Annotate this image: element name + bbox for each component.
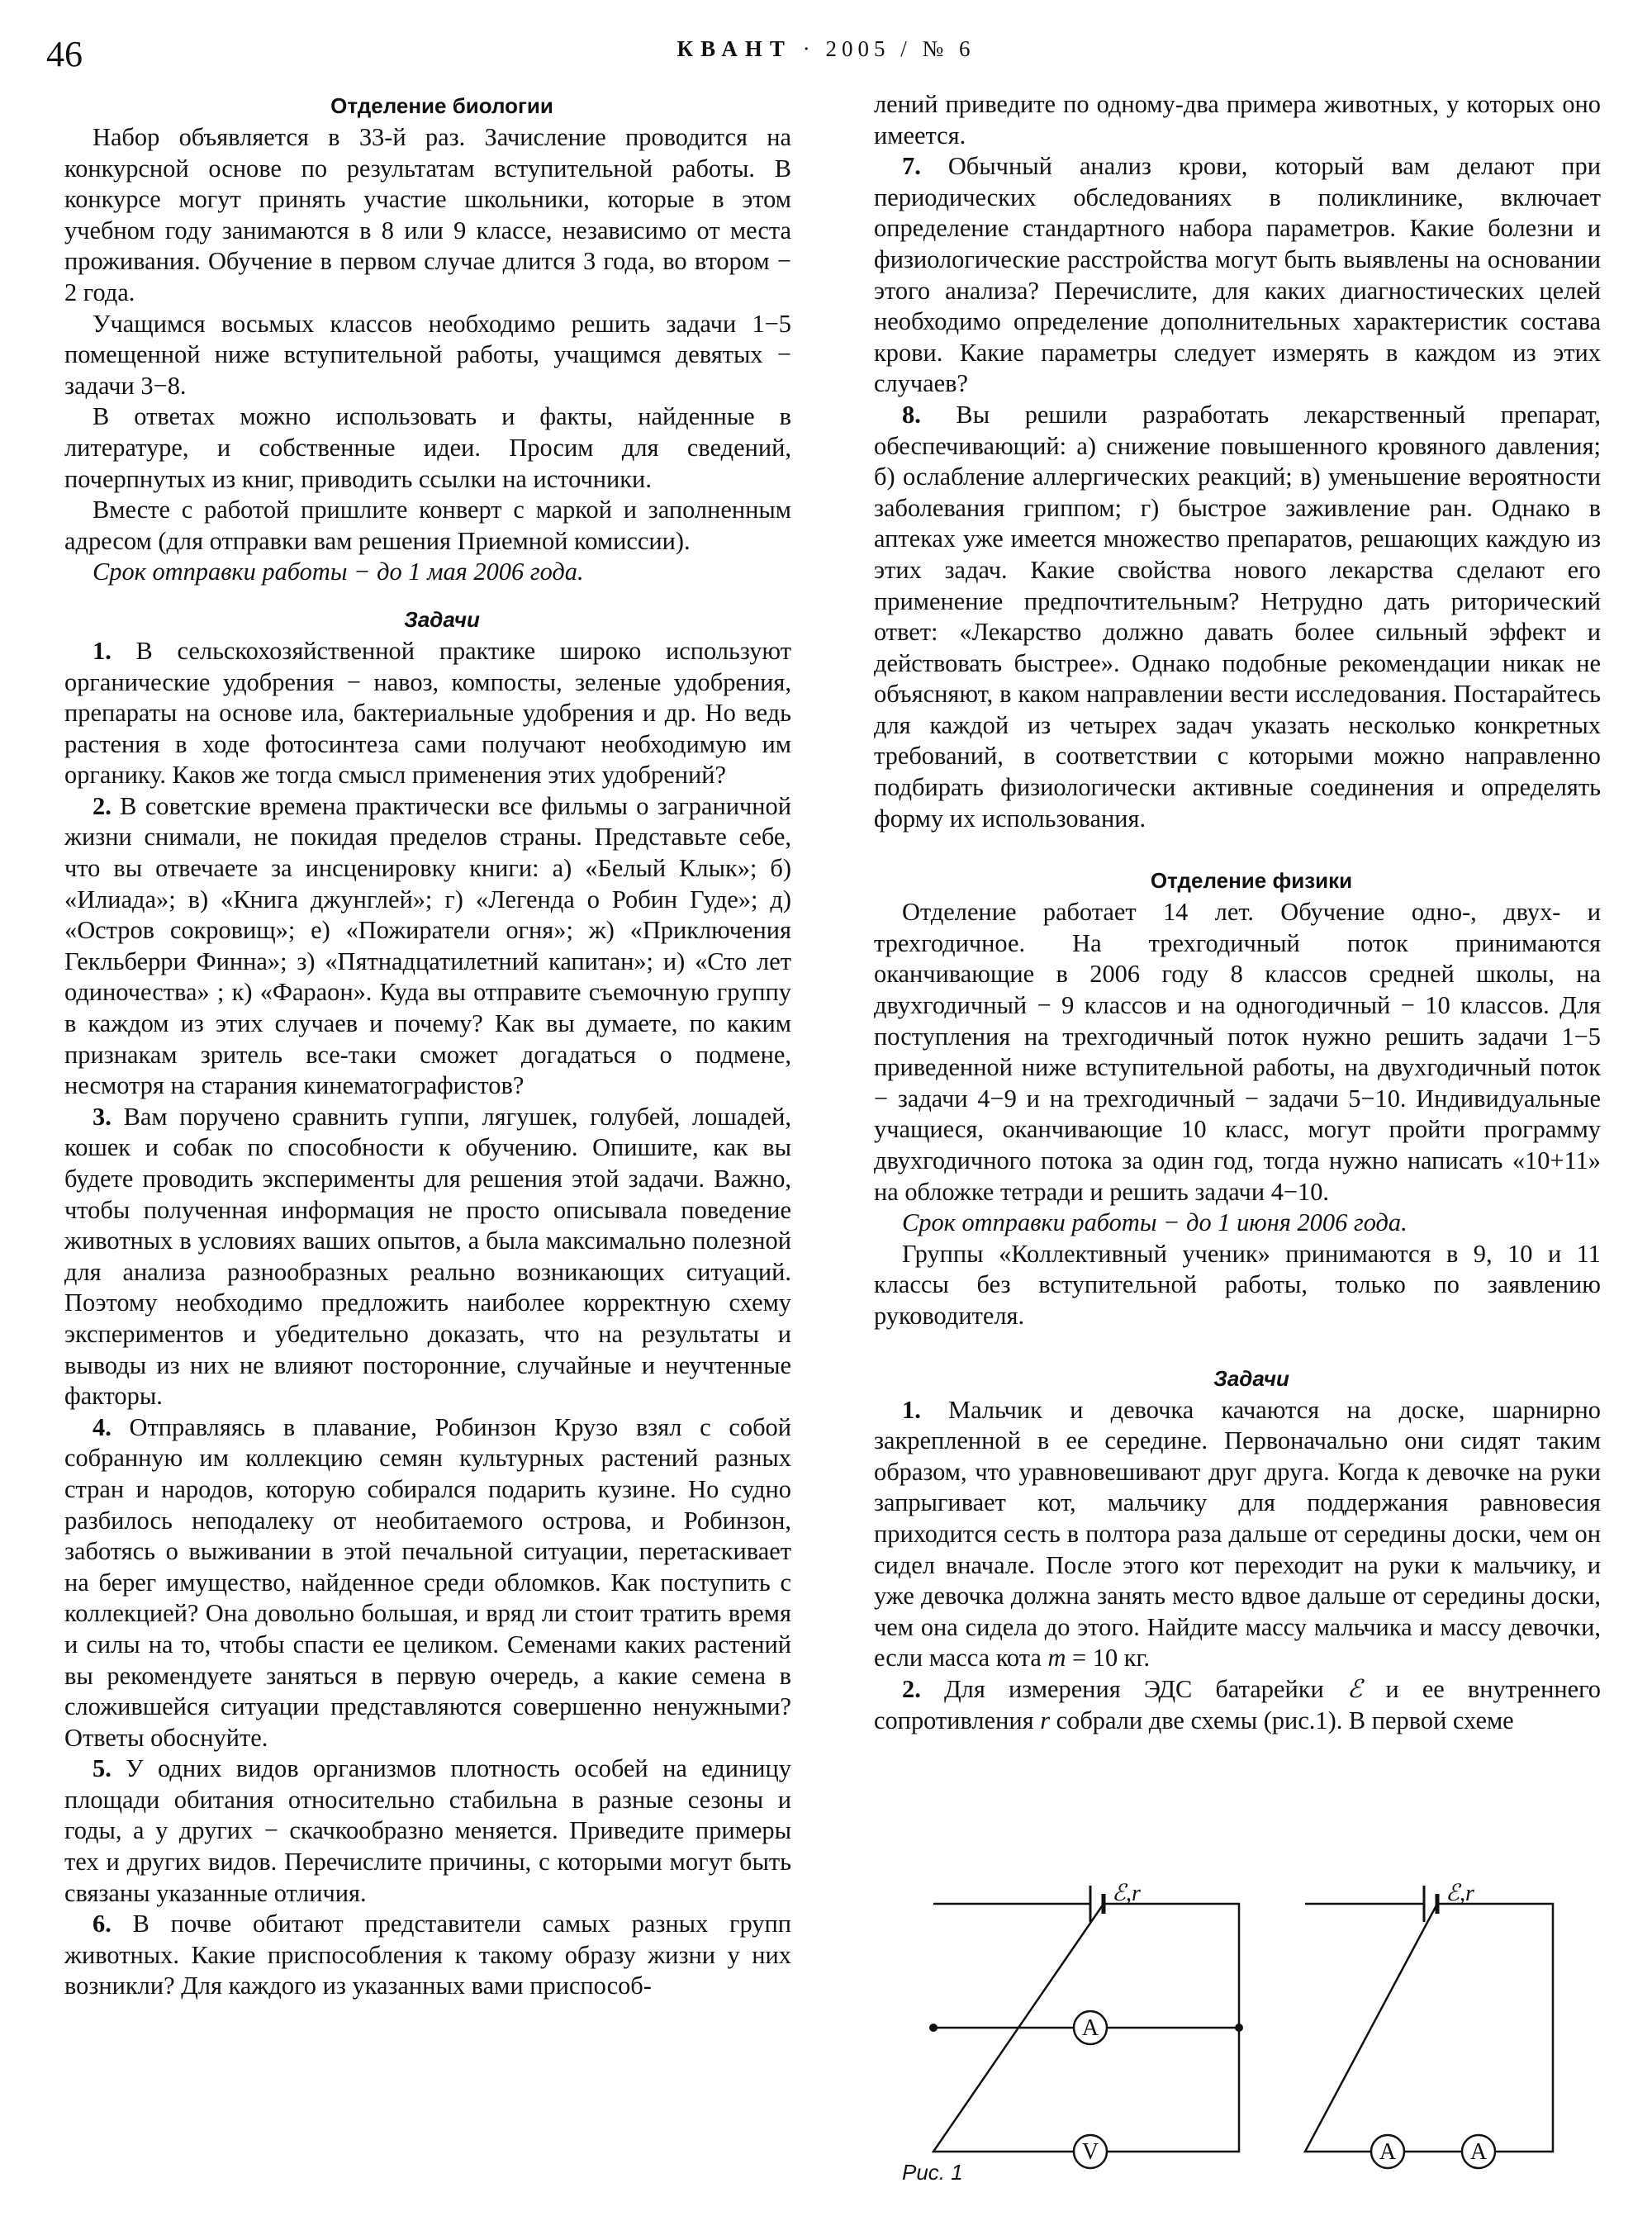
task-6 <box>64 1909 791 2002</box>
task-text: и ее внутреннего сопротивления <box>874 1674 1601 1734</box>
task-text: В почве обитают представители самых разных групп животных. Какие приспособления к такому образу жизни у них возникли? Для каждого из указанных вами приспособ- <box>64 1910 791 2000</box>
task-number: 5. <box>93 1754 112 1783</box>
task-text: У одних видов организмов плотность особей на единицу площади обитания относительно стабильна в разные сезоны и годы, а у других − скачкообразно меняется. Приведите примеры тех и других видов. Перечислите причины, с которыми могут быть связаны указанные отличия. <box>64 1754 791 1907</box>
paragraph: Отделение работает 14 лет. Обучение одно-, двух- и трехгодичное. На трехгодичный поток принимаются оканчивающие в 2006 году 8 классов средней школы, на двухгодичный − 9 классов и на одногодичный − 10 классов. Для поступления на трехгодичный поток нужно решить задачи 1−5 приведенной ниже вступительной работы, на двухгодичный поток − задачи 4−9 и на трехгодичный − задачи 5−10. Индивидуальные учащиеся, оканчивающие 10 класс, могут пройти программу двухгодичного потока за один год, тогда нужно написать «10+11» на обложке тетради и решить задачи 4−10. <box>874 898 1601 1206</box>
task-8 <box>874 400 1601 834</box>
task-text: Мальчик и девочка качаются на доске, шарнирно закрепленной в ее середине. Первоначально они сидят таким образом, что уравновешивают друг друга. Когда к девочке на руки запрыгивает кот, мальчику для поддержания равновесия приходится сесть в полтора раза дальше от середины доски, чем он сидел вначале. После этого кот переходит на руки к мальчику, и уже девочка должна занять место вдвое дальше от середины доски, чем она сидела до этого. Найдите массу мальчика и массу девочки, если масса кота <box>874 1395 1601 1673</box>
physics-task-2 <box>874 1674 1601 1736</box>
ammeter-1-label: A <box>1081 2015 1099 2041</box>
figure-caption: Рис. 1 <box>902 2160 963 2185</box>
mass-symbol: m <box>1047 1644 1066 1673</box>
paragraph: Группы «Коллективный ученик» принимаются в 9, 10 и 11 классы без вступительной работы, только по заявлению руководителя. <box>874 1239 1601 1330</box>
right-column <box>874 89 1601 1736</box>
physics-section-title: Отделение физики <box>1150 868 1353 894</box>
task-6-continued: лений приведите по одному-два примера животных, у которых оно имеется. <box>874 90 1601 149</box>
physics-deadline: Срок отправки работы − до 1 июня 2006 года. <box>902 1208 1408 1237</box>
task-number: 2. <box>902 1674 921 1703</box>
paragraph: В ответах можно использовать и факты, найденные в литературе, и собственные идеи. Просим для сведений, почерпнутых из книг, приводить ссылки на источники. <box>64 402 791 493</box>
page-number: 46 <box>46 34 83 74</box>
task-text: Обычный анализ крови, который вам делают при периодических обследованиях в поликлинике, включает определение стандартного набора параметров. Какие болезни и физиологические расстройства могут быть выявлены на основании этого анализа? Перечислите, для каких диагностических целей необходимо определение дополнительных характеристик состава крови. Какие параметры следует измерять в каждом из этих случаев? <box>874 152 1601 398</box>
resistance-symbol: r <box>1040 1706 1051 1734</box>
biology-section-title: Отделение биологии <box>330 93 553 118</box>
left-column <box>64 89 791 2002</box>
physics-task-1 <box>874 1395 1601 1674</box>
header-dot: · <box>802 36 815 61</box>
task-5 <box>64 1753 791 1909</box>
voltmeter-label: V <box>1081 2139 1099 2165</box>
task-7 <box>874 151 1601 400</box>
task-number: 1. <box>93 636 112 665</box>
task-text: собрали две схемы (рис.1). В первой схеме <box>1050 1706 1514 1734</box>
battery-1-label: ℰ,r <box>1112 1881 1141 1906</box>
paragraph: Набор объявляется в 33-й раз. Зачисление проводится на конкурсной основе по результатам вступительной работы. В конкурсе могут принять участие школьники, которые в этом учебном году занимаются в 8 или 9 классе, независимо от места проживания. Обучение в первом случае длится 3 года, во втором − 2 года. <box>64 123 791 306</box>
task-number: 1. <box>902 1395 921 1424</box>
task-2 <box>64 791 791 1102</box>
task-text: В советские времена практически все фильмы о заграничной жизни снимали, не покидая пределов страны. Представьте себе, что вы отвечаете за инсценировку книги: а) «Белый Клык»; б) «Илиада»; в) «Книга джунглей»; г) «Легенда о Робин Гуде»; д) «Остров сокровищ»; е) «Пожиратели огня»; ж) «Приключения Гекльберри Финна»; з) «Пятнадцатилетний капитан»; и) «Сто лет одиночества» ; к) «Фараон». Куда вы отправите съемочную группу в каждом из этих случаев и почему? Как вы думаете, по каким признакам зритель все-таки сможет догадаться о подмене, несмотря на старания кинематографистов? <box>64 791 791 1100</box>
circuit-2-wires <box>1305 1904 1553 2152</box>
task-text: Для измерения ЭДС батарейки <box>943 1674 1347 1703</box>
task-number: 2. <box>93 791 112 820</box>
journal-name: КВАНТ <box>676 36 792 61</box>
task-number: 8. <box>902 400 921 429</box>
junction-right <box>1235 2024 1243 2032</box>
task-number: 3. <box>93 1102 112 1131</box>
circuit-2 <box>1305 1886 1553 2168</box>
ammeter-2-label: A <box>1379 2139 1397 2165</box>
task-text: Отправляясь в плавание, Робинзон Крузо взял с собой собранную им коллекцию семян культурных растений разных стран и народов, которую собирался подарить кузине. Но судно разбилось неподалеку от необитаемого острова, и Робинзон, заботясь о выживании в этой печальной ситуации, перетаскивает на берег имущество, найденное среди обломков. Как поступить с коллекцией? Она довольно большая, и вряд ли стоит тратить время и силы на то, чтобы спасти ее целиком. Семенами каких растений вы рекомендуете заняться в первую очередь, а какие семена в сложившейся ситуации представляются совершенно ненужными? Ответы обоснуйте. <box>64 1412 791 1752</box>
task-4 <box>64 1412 791 1754</box>
task-number: 6. <box>93 1910 112 1938</box>
circuit-figure <box>900 1871 1611 2201</box>
task-3 <box>64 1102 791 1412</box>
issue-number: 2005 / № 6 <box>825 36 976 61</box>
paragraph: Учащимся восьмых классов необходимо решить задачи 1−5 помещенной ниже вступительной работы, учащимся девятых − задачи 3−8. <box>64 309 791 400</box>
tasks-title: Задачи <box>404 606 480 632</box>
paragraph: Вместе с работой пришлите конверт с маркой и заполненным адресом (для отправки вам решения Приемной комиссии). <box>64 496 791 555</box>
running-header <box>0 36 1652 62</box>
task-1 <box>64 636 791 791</box>
battery-2-label: ℰ,r <box>1446 1881 1474 1906</box>
deadline: Срок отправки работы − до 1 мая 2006 года. <box>93 558 584 586</box>
task-text: Вам поручено сравнить гуппи, лягушек, голубей, лошадей, кошек и собак по способности к обучению. Опишите, как вы будете проводить эксперименты для решения этой задачи. Важно, чтобы полученная информация не просто описывала поведение животных в условиях ваших опытов, а была максимально полезной для анализа разнообразных реально возникающих ситуаций. Поэтому необходимо предложить наиболее корректную схему экспериментов и убедительно доказать, что на результаты и выводы из них не влияют посторонние, случайные и неучтенные факторы. <box>64 1102 791 1411</box>
task-number: 7. <box>902 152 921 181</box>
ammeter-3-label: A <box>1469 2139 1488 2165</box>
task-text: В сельскохозяйственной практике широко используют органические удобрения − навоз, компосты, зеленые удобрения, препараты на основе ила, бактериальные удобрения и др. Но ведь растения в ходе фотосинтеза сами получают необходимую им органику. Каков же тогда смысл применения этих удобрений? <box>64 636 791 790</box>
emf-symbol: ℰ <box>1346 1674 1363 1703</box>
physics-tasks-title: Задачи <box>1213 1365 1289 1391</box>
junction-left <box>929 2024 938 2032</box>
task-text: = 10 кг. <box>1066 1644 1151 1673</box>
task-text: Вы решили разработать лекарственный препарат, обеспечивающий: а) снижение повышенного кровяного давления; б) ослабление аллергических реакций; в) уменьшение вероятности заболевания гриппом; г) быстрое заживление ран. Однако в аптеках уже имеется множество препаратов, решающих каждую из этих задач. Какие свойства нового лекарства сделают его применение предпочтительным? Нетрудно дать риторический ответ: «Лекарство должно давать более сильный эффект и действовать быстрее». Однако подобные рекомендации никак не объясняют, в каком направлении вести исследования. Постарайтесь для каждой из четырех задач указать несколько конкретных требований, в соответствии с которыми можно направленно подбирать физиологически активные соединения и определять форму их использования. <box>874 400 1601 833</box>
task-number: 4. <box>93 1412 112 1441</box>
